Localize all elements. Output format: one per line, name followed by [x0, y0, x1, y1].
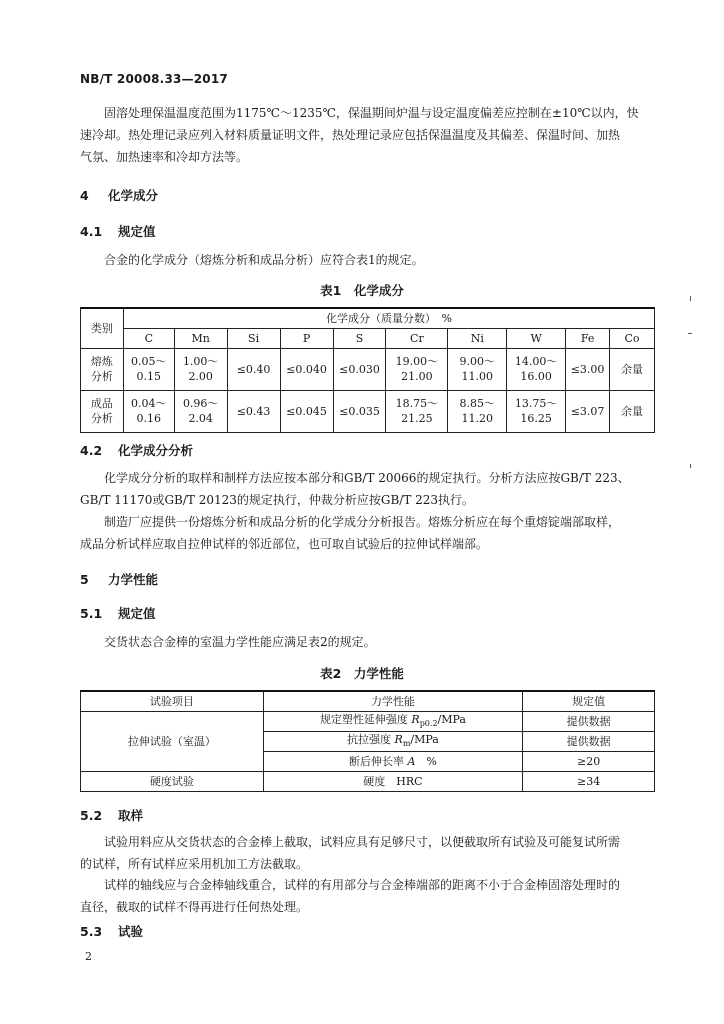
intro-line-3: 气氛、加热速率和冷却方法等。 — [80, 150, 249, 164]
element-header: Co — [610, 328, 655, 348]
element-header: Mn — [174, 328, 227, 348]
table-cell: ≤0.030 — [333, 348, 386, 390]
table-cell: 提供数据 — [523, 712, 655, 732]
table-cell: ≥20 — [523, 752, 655, 772]
element-header: Si — [227, 328, 280, 348]
text-line: 交货状态合金棒的室温力学性能应满足表2的规定。 — [104, 635, 376, 649]
row-label: 成品 分析 — [81, 390, 124, 432]
table-cell: 提供数据 — [523, 732, 655, 752]
section-4-2-paragraph-1 — [80, 467, 645, 511]
section-5-2-paragraph-2 — [80, 874, 645, 918]
section-4-number: 4 — [80, 188, 89, 203]
element-header: S — [333, 328, 386, 348]
section-5-1-number: 5.1 — [80, 606, 103, 621]
table-cell: 规定塑性延伸强度 $R_{p0.2}$/MPa — [263, 712, 523, 732]
table-cell: ≤0.43 — [227, 390, 280, 432]
element-header: Cr — [386, 328, 448, 348]
section-5-2-title: 取样 — [118, 808, 144, 823]
section-4-1-number: 4.1 — [80, 224, 103, 239]
table-cell: 18.75～ 21.25 — [386, 390, 448, 432]
table-cell: 13.75～ 16.25 — [507, 390, 566, 432]
section-4-1-text — [80, 249, 645, 271]
section-4-1-title: 规定值 — [118, 224, 156, 239]
section-5-heading — [80, 570, 158, 588]
section-4-title: 化学成分 — [108, 188, 159, 203]
section-4-heading — [80, 186, 158, 204]
table-row — [81, 772, 655, 792]
table-row — [81, 712, 655, 732]
text-line: 化学成分分析的取样和制样方法应按本部分和GB/T 20066的规定执行。分析方法应按GB/T 223、 — [104, 471, 630, 485]
section-4-1-heading — [80, 222, 156, 240]
section-5-number: 5 — [80, 572, 89, 587]
intro-line-2: 速冷却。热处理记录应列入材料质量证明文件，热处理记录应包括保温温度及其偏差、保温时间、加热 — [80, 128, 621, 142]
text-line: 制造厂应提供一份熔炼分析和成品分析的化学成分分析报告。熔炼分析应在每个重熔锭端部取样， — [104, 515, 621, 529]
table-cell: ≤3.00 — [566, 348, 610, 390]
section-4-2-number: 4.2 — [80, 443, 103, 458]
hardness-test-label: 硬度试验 — [81, 772, 264, 792]
section-5-1-title: 规定值 — [118, 606, 156, 621]
intro-paragraph — [80, 102, 645, 168]
section-5-3-heading — [80, 922, 143, 940]
table-2-caption: 表2 力学性能 — [320, 666, 404, 681]
table-1-category-header: 类别 — [81, 308, 124, 348]
section-5-1-text — [80, 631, 645, 653]
section-5-title: 力学性能 — [108, 572, 159, 587]
text-line: GB/T 11170或GB/T 20123的规定执行，仲裁分析应按GB/T 223执行。 — [80, 493, 475, 507]
table-cell: ≥34 — [523, 772, 655, 792]
text-line: 直径，截取的试样不得再进行任何热处理。 — [80, 900, 309, 914]
row-label: 熔炼 分析 — [81, 348, 124, 390]
intro-line-1: 固溶处理保温温度范围为1175℃～1235℃，保温期间炉温与设定温度偏差应控制在±10℃以内，快 — [104, 106, 639, 120]
table-cell: 抗拉强度 $R_m$/MPa — [263, 732, 523, 752]
section-5-1-heading — [80, 604, 156, 622]
table-cell: 余量 — [610, 390, 655, 432]
section-5-2-number: 5.2 — [80, 808, 103, 823]
table-cell: 硬度 HRC — [263, 772, 523, 792]
element-header: C — [123, 328, 174, 348]
table-2-mechanical-properties — [80, 690, 655, 792]
table-cell: ≤0.035 — [333, 390, 386, 432]
section-5-2-paragraph-1 — [80, 831, 645, 875]
table-row — [81, 390, 655, 432]
text-line: 成品分析试样应取自拉伸试样的邻近部位，也可取自试验后的拉伸试样端部。 — [80, 537, 489, 551]
text-line: 试样的轴线应与合金棒轴线重合，试样的有用部分与合金棒端部的距离不小于合金棒固溶处理时的 — [104, 878, 621, 892]
page-number: 2 — [85, 950, 92, 963]
table-cell: ≤3.07 — [566, 390, 610, 432]
table-cell: ≤0.045 — [280, 390, 333, 432]
table-cell: 余量 — [610, 348, 655, 390]
table-2-header: 力学性能 — [263, 691, 523, 712]
standard-number: NB/T 20008.33—2017 — [80, 72, 228, 86]
scan-mark — [690, 296, 691, 301]
element-header: W — [507, 328, 566, 348]
table-cell: 9.00～ 11.00 — [448, 348, 507, 390]
scan-mark — [690, 464, 691, 468]
table-cell: 0.05～ 0.15 — [123, 348, 174, 390]
element-header: Fe — [566, 328, 610, 348]
section-4-2-title: 化学成分分析 — [118, 443, 194, 458]
text-line: 试验用料应从交货状态的合金棒上截取，试料应具有足够尺寸，以便截取所有试验及可能复试所需 — [104, 835, 621, 849]
section-5-3-number: 5.3 — [80, 924, 103, 939]
scan-mark — [688, 333, 692, 334]
table-cell: 8.85～ 11.20 — [448, 390, 507, 432]
table-cell: 19.00～ 21.00 — [386, 348, 448, 390]
table-cell: 断后伸长率 A % — [263, 752, 523, 772]
section-5-3-title: 试验 — [118, 924, 144, 939]
table-cell: ≤0.040 — [280, 348, 333, 390]
element-header: Ni — [448, 328, 507, 348]
section-4-2-paragraph-2 — [80, 511, 645, 555]
table-cell: 1.00～ 2.00 — [174, 348, 227, 390]
table-1-group-header: 化学成分（质量分数） % — [123, 308, 654, 328]
section-4-2-heading — [80, 441, 193, 459]
text-line: 的试样，所有试样应采用机加工方法截取。 — [80, 857, 309, 871]
tensile-test-label: 拉伸试验（室温） — [81, 712, 264, 772]
table-1-caption: 表1 化学成分 — [320, 283, 404, 298]
table-1-chemical-composition — [80, 307, 655, 433]
table-cell: 0.96～ 2.04 — [174, 390, 227, 432]
table-2-header: 规定值 — [523, 691, 655, 712]
table-cell: 0.04～ 0.16 — [123, 390, 174, 432]
element-header: P — [280, 328, 333, 348]
section-4-1-line: 合金的化学成分（熔炼分析和成品分析）应符合表1的规定。 — [104, 253, 424, 267]
table-cell: 14.00～ 16.00 — [507, 348, 566, 390]
table-row — [81, 348, 655, 390]
section-5-2-heading — [80, 806, 143, 824]
table-cell: ≤0.40 — [227, 348, 280, 390]
table-2-header: 试验项目 — [81, 691, 264, 712]
